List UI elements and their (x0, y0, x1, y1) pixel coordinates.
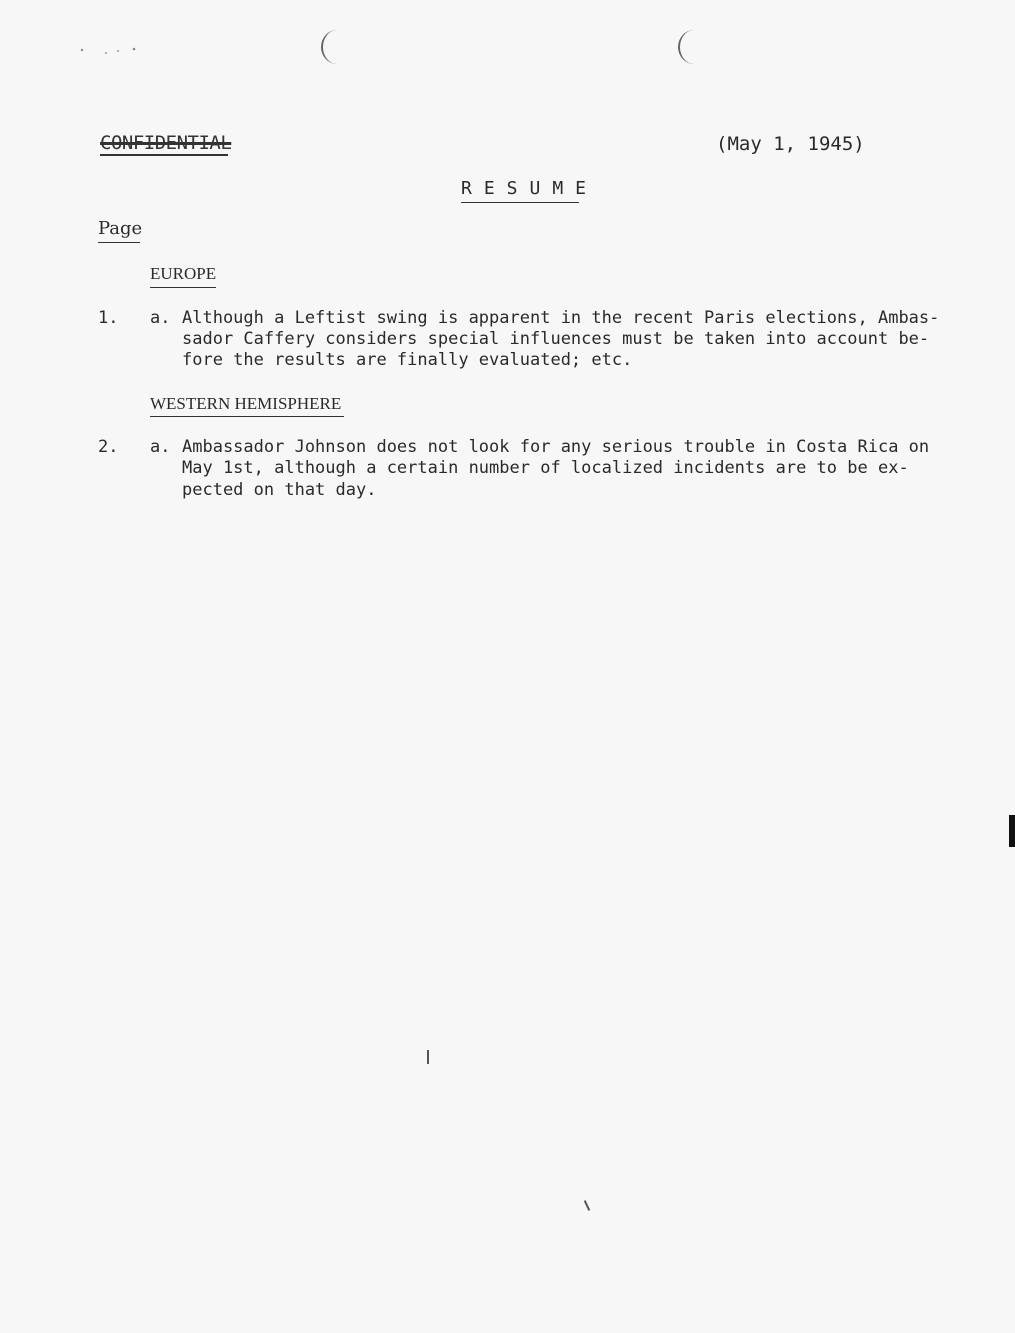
smudge-marks (78, 45, 148, 59)
item-number: 1. (98, 308, 119, 328)
document-date: (May 1, 1945) (716, 133, 865, 155)
item-text-line: May 1st, although a certain number of localized incidents are to be ex- (182, 458, 909, 478)
page-column-label: Page (98, 218, 143, 239)
item-text-line: Although a Leftist swing is apparent in the recent Paris elections, Ambas- (182, 308, 940, 328)
stray-mark (427, 1050, 429, 1064)
item-text-line: pected on that day. (182, 480, 377, 500)
item-number: 2. (98, 437, 119, 457)
section-heading-western-hemisphere: WESTERN HEMISPHERE (150, 394, 342, 413)
edge-shadow-mark (1009, 815, 1015, 847)
section-heading-europe: EUROPE (150, 264, 217, 283)
classification-marking: CONFIDENTIAL (100, 132, 232, 154)
punch-hole-right (678, 30, 710, 64)
section-underline-western-hemisphere (150, 416, 344, 417)
item-text-line: Ambassador Johnson does not look for any serious trouble in Costa Rica on (182, 437, 930, 457)
title-underline (461, 202, 579, 203)
classification-underline (100, 154, 228, 156)
item-letter: a. (150, 437, 171, 457)
page-label-underline (98, 242, 140, 243)
stray-mark (584, 1200, 590, 1211)
item-text-line: sador Caffery considers special influences must be taken into account be- (182, 329, 930, 349)
item-letter: a. (150, 308, 171, 328)
section-underline-europe (150, 287, 216, 288)
document-title: RESUME (461, 178, 599, 199)
punch-hole-left (321, 30, 353, 64)
item-text-line: fore the results are finally evaluated; etc. (182, 350, 633, 370)
